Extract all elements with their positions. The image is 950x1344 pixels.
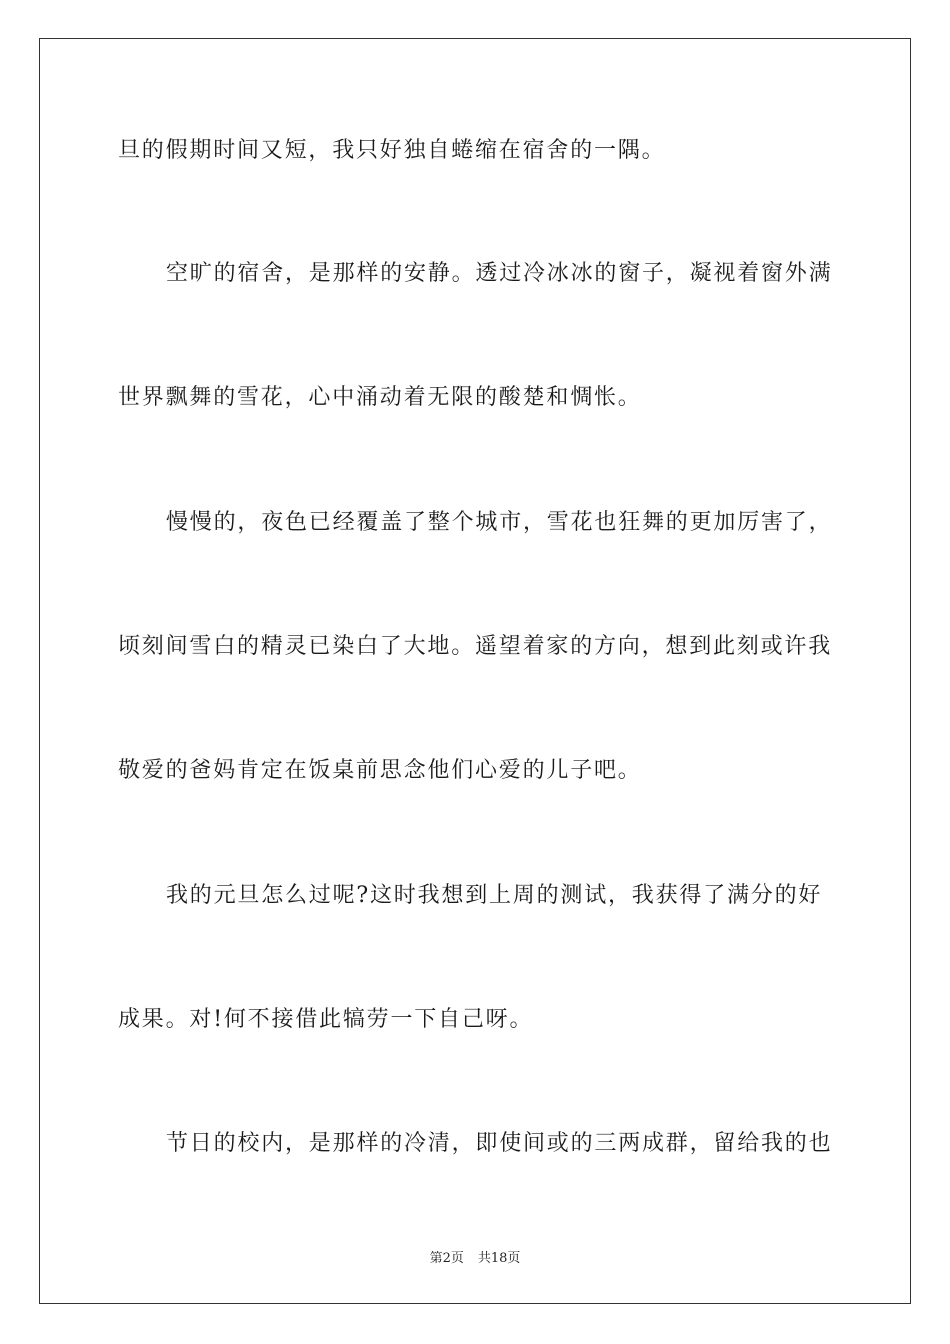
paragraph-start: 我的元旦怎么过呢?这时我想到上周的测试，我获得了满分的好 — [166, 883, 823, 908]
text-line: 敬爱的爸妈肯定在饭桌前思念他们心爱的儿子吧。 — [118, 758, 642, 783]
paragraph-start: 慢慢的，夜色已经覆盖了整个城市，雪花也狂舞的更加厉害了， — [166, 510, 833, 535]
paragraph-start: 节日的校内，是那样的冷清，即使间或的三两成群，留给我的也 — [166, 1131, 833, 1156]
page-border — [39, 38, 911, 1304]
paragraph-start: 空旷的宿舍，是那样的安静。透过冷冰冰的窗子，凝视着窗外满 — [166, 261, 833, 286]
text-line: 世界飘舞的雪花，心中涌动着无限的酸楚和惆怅。 — [118, 385, 642, 410]
total-pages: 共18页 — [477, 1251, 521, 1266]
current-page-number: 第2页 — [429, 1251, 464, 1266]
text-line: 旦的假期时间又短，我只好独自蜷缩在宿舍的一隅。 — [118, 138, 666, 163]
text-line: 成果。对!何不接借此犒劳一下自己呀。 — [118, 1007, 534, 1032]
text-line: 顷刻间雪白的精灵已染白了大地。遥望着家的方向，想到此刻或许我 — [118, 634, 833, 659]
page-footer — [0, 1247, 950, 1266]
